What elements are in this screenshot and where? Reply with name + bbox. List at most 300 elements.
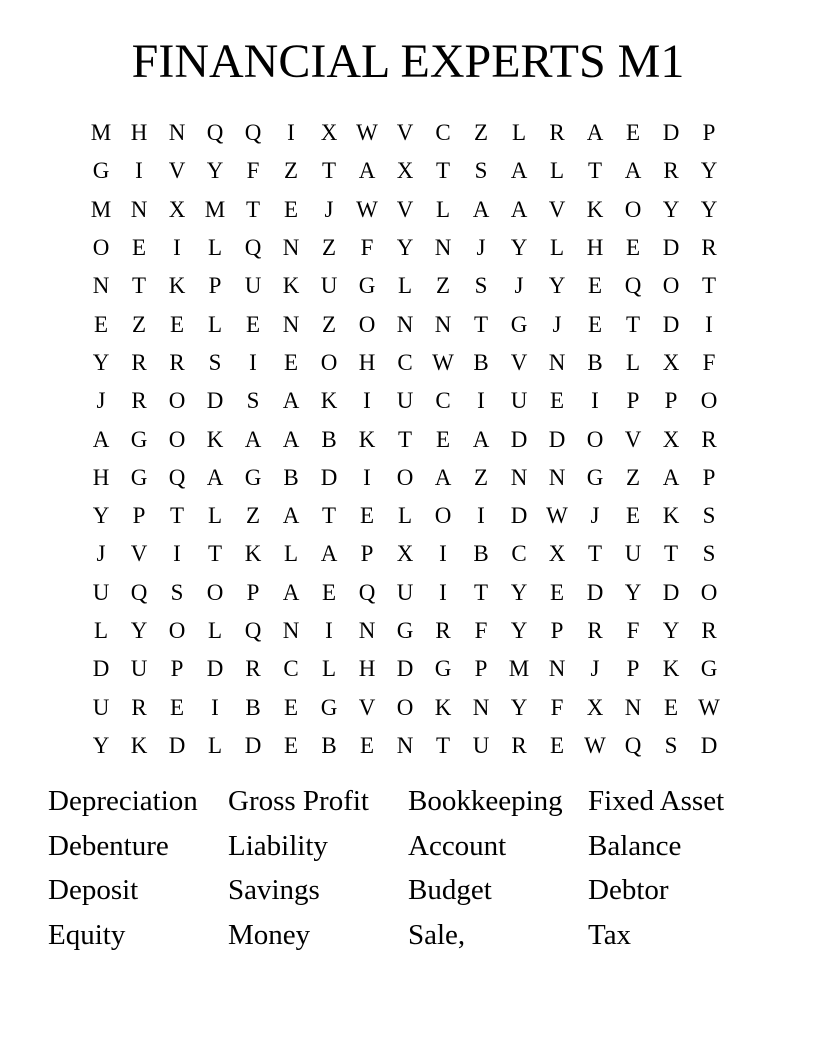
grid-letter[interactable]: I bbox=[135, 158, 143, 184]
grid-letter[interactable]: W bbox=[698, 694, 720, 720]
grid-letter[interactable]: A bbox=[434, 464, 452, 490]
grid-letter[interactable]: K bbox=[662, 656, 680, 682]
grid-letter[interactable]: A bbox=[472, 426, 490, 452]
grid-letter[interactable]: P bbox=[626, 388, 640, 414]
grid-letter[interactable]: T bbox=[245, 196, 261, 222]
grid-letter[interactable]: N bbox=[434, 235, 452, 261]
grid-letter[interactable]: C bbox=[283, 656, 299, 682]
grid-letter[interactable]: I bbox=[439, 541, 447, 567]
grid-letter[interactable]: L bbox=[207, 503, 223, 529]
grid-letter[interactable]: O bbox=[92, 235, 110, 261]
grid-letter[interactable]: G bbox=[586, 464, 604, 490]
grid-letter[interactable]: Q bbox=[244, 618, 262, 643]
grid-letter[interactable]: R bbox=[701, 618, 717, 643]
grid-letter[interactable]: R bbox=[169, 349, 185, 375]
grid-letter[interactable]: A bbox=[320, 541, 338, 567]
grid-letter[interactable]: E bbox=[93, 311, 109, 337]
grid-letter[interactable]: S bbox=[702, 541, 716, 567]
grid-letter[interactable]: Y bbox=[92, 349, 110, 375]
grid-letter[interactable]: Q bbox=[624, 273, 642, 299]
grid-letter[interactable]: D bbox=[662, 311, 680, 337]
grid-row bbox=[82, 727, 728, 765]
grid-letter[interactable]: N bbox=[434, 311, 452, 337]
word-list-item: Fixed Asset bbox=[588, 785, 725, 818]
grid-letter[interactable]: Y bbox=[510, 579, 528, 605]
grid-letter[interactable]: E bbox=[359, 732, 375, 758]
grid-letter[interactable]: X bbox=[662, 349, 680, 375]
grid-letter[interactable]: I bbox=[477, 388, 485, 414]
grid-letter[interactable]: Z bbox=[435, 273, 451, 299]
grid-letter[interactable]: O bbox=[396, 464, 414, 490]
grid-letter[interactable]: Z bbox=[131, 311, 147, 337]
grid-letter[interactable]: L bbox=[207, 618, 223, 643]
grid-letter[interactable]: L bbox=[283, 541, 299, 567]
grid-letter[interactable]: I bbox=[173, 235, 181, 261]
grid-letter[interactable]: N bbox=[624, 694, 642, 720]
grid-letter[interactable]: K bbox=[434, 694, 452, 720]
grid-letter[interactable]: G bbox=[434, 656, 452, 682]
grid-letter[interactable]: P bbox=[474, 656, 488, 682]
grid-letter[interactable]: F bbox=[626, 618, 640, 643]
grid-letter[interactable]: G bbox=[130, 464, 148, 490]
grid-letter[interactable]: A bbox=[282, 388, 300, 414]
grid-letter[interactable]: D bbox=[396, 656, 414, 682]
grid-row bbox=[82, 382, 728, 420]
grid-letter[interactable]: G bbox=[358, 273, 376, 299]
grid-letter[interactable]: V bbox=[396, 196, 414, 222]
grid-letter[interactable]: B bbox=[321, 732, 337, 758]
grid-letter[interactable]: I bbox=[287, 120, 295, 146]
grid-letter[interactable]: G bbox=[92, 158, 110, 184]
grid-letter[interactable]: E bbox=[625, 235, 641, 261]
grid-letter[interactable]: E bbox=[131, 235, 147, 261]
grid-letter[interactable]: H bbox=[92, 464, 110, 490]
grid-letter[interactable]: Q bbox=[358, 579, 376, 605]
grid-letter[interactable]: J bbox=[514, 273, 524, 299]
grid-letter[interactable]: A bbox=[206, 464, 224, 490]
grid-letter[interactable]: O bbox=[586, 426, 604, 452]
grid-letter[interactable]: D bbox=[320, 464, 338, 490]
grid-letter[interactable]: J bbox=[324, 196, 334, 222]
grid-letter[interactable]: K bbox=[130, 732, 148, 758]
grid-letter[interactable]: Y bbox=[92, 732, 110, 758]
grid-letter[interactable]: I bbox=[249, 349, 257, 375]
grid-letter[interactable]: V bbox=[168, 158, 186, 184]
grid-letter[interactable]: V bbox=[358, 694, 376, 720]
grid-row bbox=[82, 229, 728, 267]
grid-letter[interactable]: B bbox=[473, 541, 489, 567]
grid-letter[interactable]: M bbox=[90, 120, 112, 146]
grid-letter[interactable]: L bbox=[435, 196, 451, 222]
grid-letter[interactable]: O bbox=[624, 196, 642, 222]
grid-letter[interactable]: Z bbox=[321, 235, 337, 261]
grid-letter[interactable]: N bbox=[282, 235, 300, 261]
grid-letter[interactable]: W bbox=[584, 732, 606, 758]
grid-letter[interactable]: E bbox=[625, 503, 641, 529]
grid-letter[interactable]: J bbox=[476, 235, 486, 261]
grid-letter[interactable]: N bbox=[396, 311, 414, 337]
grid-letter[interactable]: D bbox=[206, 388, 224, 414]
grid-letter[interactable]: N bbox=[130, 196, 148, 222]
grid-letter[interactable]: S bbox=[170, 579, 184, 605]
grid-letter[interactable]: Y bbox=[662, 618, 680, 643]
grid-row bbox=[82, 497, 728, 535]
grid-letter[interactable]: P bbox=[702, 464, 716, 490]
grid-letter[interactable]: T bbox=[663, 541, 679, 567]
grid-letter[interactable]: I bbox=[363, 464, 371, 490]
grid-letter[interactable]: D bbox=[700, 732, 718, 758]
grid-letter[interactable]: O bbox=[700, 388, 718, 414]
grid-letter[interactable]: R bbox=[587, 618, 603, 643]
grid-letter[interactable]: L bbox=[625, 349, 641, 375]
grid-letter[interactable]: I bbox=[173, 541, 181, 567]
grid-letter[interactable]: Y bbox=[510, 235, 528, 261]
grid-letter[interactable]: T bbox=[625, 311, 641, 337]
grid-letter[interactable]: M bbox=[508, 656, 530, 682]
grid-letter[interactable]: K bbox=[320, 388, 338, 414]
grid-letter[interactable]: R bbox=[245, 656, 261, 682]
grid-letter[interactable]: I bbox=[477, 503, 485, 529]
grid-letter[interactable]: T bbox=[397, 426, 413, 452]
grid-letter[interactable]: F bbox=[474, 618, 488, 643]
grid-letter[interactable]: N bbox=[168, 120, 186, 146]
grid-letter[interactable]: V bbox=[510, 349, 528, 375]
grid-letter[interactable]: B bbox=[283, 464, 299, 490]
grid-letter[interactable]: A bbox=[282, 426, 300, 452]
grid-letter[interactable]: I bbox=[705, 311, 713, 337]
grid-letter[interactable]: H bbox=[358, 656, 376, 682]
grid-letter[interactable]: U bbox=[92, 579, 110, 605]
grid-letter[interactable]: W bbox=[356, 196, 378, 222]
grid-letter[interactable]: U bbox=[472, 732, 490, 758]
grid-letter[interactable]: R bbox=[131, 388, 147, 414]
grid-letter[interactable]: J bbox=[96, 541, 106, 567]
grid-letter[interactable]: L bbox=[549, 235, 565, 261]
grid-letter[interactable]: E bbox=[283, 349, 299, 375]
grid-letter[interactable]: Z bbox=[283, 158, 299, 184]
grid-letter[interactable]: D bbox=[168, 732, 186, 758]
grid-letter[interactable]: D bbox=[510, 503, 528, 529]
grid-letter[interactable]: N bbox=[548, 464, 566, 490]
grid-letter[interactable]: G bbox=[244, 464, 262, 490]
grid-letter[interactable]: I bbox=[325, 618, 333, 643]
grid-letter[interactable]: L bbox=[549, 158, 565, 184]
grid-letter[interactable]: M bbox=[204, 196, 226, 222]
grid-letter[interactable]: U bbox=[320, 273, 338, 299]
grid-letter[interactable]: J bbox=[590, 503, 600, 529]
grid-letter[interactable]: E bbox=[283, 732, 299, 758]
grid-letter[interactable]: I bbox=[439, 579, 447, 605]
grid-letter[interactable]: E bbox=[549, 732, 565, 758]
grid-letter[interactable]: E bbox=[625, 120, 641, 146]
grid-letter[interactable]: O bbox=[168, 388, 186, 414]
grid-letter[interactable]: B bbox=[245, 694, 261, 720]
grid-letter[interactable]: S bbox=[474, 158, 488, 184]
grid-letter[interactable]: O bbox=[434, 503, 452, 529]
grid-letter[interactable]: F bbox=[246, 158, 260, 184]
grid-letter[interactable]: A bbox=[586, 120, 604, 146]
grid-letter[interactable]: R bbox=[701, 235, 717, 261]
grid-letter[interactable]: K bbox=[168, 273, 186, 299]
grid-letter[interactable]: E bbox=[663, 694, 679, 720]
grid-letter[interactable]: L bbox=[207, 235, 223, 261]
grid-letter[interactable]: S bbox=[246, 388, 260, 414]
grid-letter[interactable]: T bbox=[435, 158, 451, 184]
grid-letter[interactable]: P bbox=[132, 503, 146, 529]
grid-letter[interactable]: Z bbox=[245, 503, 261, 529]
grid-letter[interactable]: Q bbox=[244, 235, 262, 261]
grid-letter[interactable]: C bbox=[511, 541, 527, 567]
grid-letter[interactable]: F bbox=[702, 349, 716, 375]
grid-letter[interactable]: U bbox=[510, 388, 528, 414]
grid-letter[interactable]: I bbox=[591, 388, 599, 414]
grid-letter[interactable]: D bbox=[662, 120, 680, 146]
grid-letter[interactable]: A bbox=[662, 464, 680, 490]
grid-letter[interactable]: R bbox=[131, 349, 147, 375]
grid-letter[interactable]: Y bbox=[206, 158, 224, 184]
grid-letter[interactable]: T bbox=[321, 158, 337, 184]
grid-letter[interactable]: P bbox=[170, 656, 184, 682]
grid-letter[interactable]: F bbox=[550, 694, 564, 720]
grid-letter[interactable]: P bbox=[626, 656, 640, 682]
grid-letter[interactable]: L bbox=[397, 503, 413, 529]
grid-letter[interactable]: Q bbox=[130, 579, 148, 605]
grid-letter[interactable]: A bbox=[244, 426, 262, 452]
grid-letter[interactable]: N bbox=[282, 618, 300, 643]
grid-letter[interactable]: Q bbox=[168, 464, 186, 490]
grid-letter[interactable]: X bbox=[396, 541, 414, 567]
grid-letter[interactable]: G bbox=[320, 694, 338, 720]
grid-letter[interactable]: A bbox=[282, 503, 300, 529]
grid-letter[interactable]: X bbox=[320, 120, 338, 146]
grid-letter[interactable]: K bbox=[282, 273, 300, 299]
word-list-item: Balance bbox=[588, 829, 682, 862]
grid-letter[interactable]: O bbox=[358, 311, 376, 337]
grid-letter[interactable]: D bbox=[548, 426, 566, 452]
grid-letter[interactable]: I bbox=[363, 388, 371, 414]
grid-letter[interactable]: O bbox=[206, 579, 224, 605]
grid-letter[interactable]: L bbox=[511, 120, 527, 146]
grid-letter[interactable]: T bbox=[473, 579, 489, 605]
grid-letter[interactable]: A bbox=[624, 158, 642, 184]
grid-letter[interactable]: C bbox=[435, 388, 451, 414]
grid-letter[interactable]: T bbox=[587, 541, 603, 567]
grid-letter[interactable]: Z bbox=[473, 120, 489, 146]
grid-letter[interactable]: T bbox=[701, 273, 717, 299]
grid-letter[interactable]: T bbox=[207, 541, 223, 567]
grid-letter[interactable]: T bbox=[587, 158, 603, 184]
grid-letter[interactable]: B bbox=[587, 349, 603, 375]
grid-letter[interactable]: R bbox=[435, 618, 451, 643]
grid-letter[interactable]: B bbox=[473, 349, 489, 375]
grid-letter[interactable]: U bbox=[130, 656, 148, 682]
grid-letter[interactable]: K bbox=[586, 196, 604, 222]
grid-letter[interactable]: O bbox=[320, 349, 338, 375]
grid-letter[interactable]: R bbox=[701, 426, 717, 452]
grid-letter[interactable]: A bbox=[92, 426, 110, 452]
grid-letter[interactable]: H bbox=[586, 235, 604, 261]
grid-letter[interactable]: Q bbox=[624, 732, 642, 758]
grid-letter[interactable]: D bbox=[586, 579, 604, 605]
grid-letter[interactable]: Q bbox=[244, 120, 262, 146]
grid-letter[interactable]: E bbox=[549, 579, 565, 605]
grid-letter[interactable]: E bbox=[169, 694, 185, 720]
grid-letter[interactable]: O bbox=[396, 694, 414, 720]
grid-letter[interactable]: G bbox=[396, 618, 414, 643]
grid-letter[interactable]: N bbox=[548, 349, 566, 375]
grid-letter[interactable]: O bbox=[168, 426, 186, 452]
grid-letter[interactable]: P bbox=[208, 273, 222, 299]
word-list-item: Sale, bbox=[408, 918, 466, 951]
grid-letter[interactable]: R bbox=[511, 732, 527, 758]
grid-letter[interactable]: L bbox=[397, 273, 413, 299]
grid-letter[interactable]: T bbox=[169, 503, 185, 529]
grid-letter[interactable]: E bbox=[169, 311, 185, 337]
grid-letter[interactable]: D bbox=[206, 656, 224, 682]
grid-letter[interactable]: E bbox=[549, 388, 565, 414]
word-row bbox=[48, 779, 788, 824]
grid-letter[interactable]: A bbox=[510, 196, 528, 222]
grid-letter[interactable]: P bbox=[702, 120, 716, 146]
grid-letter[interactable]: O bbox=[168, 618, 186, 643]
grid-letter[interactable]: L bbox=[93, 618, 109, 643]
grid-letter[interactable]: P bbox=[246, 579, 260, 605]
grid-letter[interactable]: X bbox=[662, 426, 680, 452]
grid-letter[interactable]: E bbox=[283, 694, 299, 720]
grid-letter[interactable]: J bbox=[590, 656, 600, 682]
grid-letter[interactable]: X bbox=[548, 541, 566, 567]
grid-letter[interactable]: N bbox=[510, 464, 528, 490]
letter-grid[interactable] bbox=[82, 114, 728, 765]
grid-letter[interactable]: U bbox=[92, 694, 110, 720]
grid-letter[interactable]: Y bbox=[624, 579, 642, 605]
grid-letter[interactable]: O bbox=[700, 579, 718, 605]
grid-letter[interactable]: S bbox=[474, 273, 488, 299]
grid-letter[interactable]: V bbox=[396, 120, 414, 146]
grid-letter[interactable]: N bbox=[396, 732, 414, 758]
grid-letter[interactable]: S bbox=[664, 732, 678, 758]
grid-letter[interactable]: B bbox=[321, 426, 337, 452]
grid-letter[interactable]: D bbox=[662, 235, 680, 261]
grid-letter[interactable]: D bbox=[510, 426, 528, 452]
grid-letter[interactable]: R bbox=[663, 158, 679, 184]
grid-letter[interactable]: N bbox=[472, 694, 490, 720]
grid-letter[interactable]: I bbox=[211, 694, 219, 720]
grid-letter[interactable]: Y bbox=[510, 618, 528, 643]
grid-letter[interactable]: K bbox=[662, 503, 680, 529]
grid-letter[interactable]: T bbox=[435, 732, 451, 758]
grid-letter[interactable]: K bbox=[358, 426, 376, 452]
grid-letter[interactable]: Y bbox=[396, 235, 414, 261]
grid-letter[interactable]: V bbox=[548, 196, 566, 222]
grid-letter[interactable]: Y bbox=[130, 618, 148, 643]
grid-letter[interactable]: A bbox=[472, 196, 490, 222]
grid-letter[interactable]: L bbox=[207, 732, 223, 758]
grid-letter[interactable]: L bbox=[207, 311, 223, 337]
grid-letter[interactable]: Y bbox=[662, 196, 680, 222]
grid-letter[interactable]: N bbox=[548, 656, 566, 682]
grid-letter[interactable]: D bbox=[92, 656, 110, 682]
grid-letter[interactable]: W bbox=[356, 120, 378, 146]
grid-letter[interactable]: A bbox=[510, 158, 528, 184]
grid-letter[interactable]: E bbox=[435, 426, 451, 452]
grid-letter[interactable]: E bbox=[359, 503, 375, 529]
grid-letter[interactable]: K bbox=[244, 541, 262, 567]
grid-letter[interactable]: Y bbox=[510, 694, 528, 720]
grid-letter[interactable]: C bbox=[397, 349, 413, 375]
grid-letter[interactable]: E bbox=[321, 579, 337, 605]
grid-letter[interactable]: S bbox=[208, 349, 222, 375]
grid-letter[interactable]: M bbox=[90, 196, 112, 222]
grid-letter[interactable]: E bbox=[245, 311, 261, 337]
grid-letter[interactable]: U bbox=[244, 273, 262, 299]
grid-letter[interactable]: T bbox=[131, 273, 147, 299]
grid-letter[interactable]: Q bbox=[206, 120, 224, 146]
grid-letter[interactable]: P bbox=[550, 618, 564, 643]
word-list-item: Equity bbox=[48, 918, 126, 951]
grid-letter[interactable]: E bbox=[283, 196, 299, 222]
grid-letter[interactable]: T bbox=[321, 503, 337, 529]
grid-letter[interactable]: R bbox=[131, 694, 147, 720]
grid-letter[interactable]: N bbox=[282, 311, 300, 337]
grid-letter[interactable]: R bbox=[549, 120, 565, 146]
grid-letter[interactable]: X bbox=[168, 196, 186, 222]
grid-letter[interactable]: E bbox=[587, 311, 603, 337]
grid-letter[interactable]: P bbox=[360, 541, 374, 567]
grid-letter[interactable]: H bbox=[130, 120, 148, 146]
grid-letter[interactable]: L bbox=[321, 656, 337, 682]
grid-row bbox=[82, 535, 728, 573]
grid-letter[interactable]: K bbox=[206, 426, 224, 452]
grid-letter[interactable]: O bbox=[662, 273, 680, 299]
grid-letter[interactable]: G bbox=[510, 311, 528, 337]
grid-letter[interactable]: F bbox=[360, 235, 374, 261]
grid-letter[interactable]: X bbox=[586, 694, 604, 720]
grid-letter[interactable]: D bbox=[244, 732, 262, 758]
grid-letter[interactable]: Y bbox=[700, 158, 718, 184]
grid-letter[interactable]: Z bbox=[321, 311, 337, 337]
grid-letter[interactable]: N bbox=[358, 618, 376, 643]
grid-letter[interactable]: V bbox=[130, 541, 148, 567]
grid-letter[interactable]: G bbox=[700, 656, 718, 682]
grid-letter[interactable]: T bbox=[473, 311, 489, 337]
grid-letter[interactable]: U bbox=[396, 579, 414, 605]
grid-letter[interactable]: D bbox=[662, 579, 680, 605]
grid-letter[interactable]: S bbox=[702, 503, 716, 529]
grid-letter[interactable]: Y bbox=[92, 503, 110, 529]
grid-letter[interactable]: Y bbox=[700, 196, 718, 222]
grid-letter[interactable]: A bbox=[358, 158, 376, 184]
grid-letter[interactable]: Z bbox=[473, 464, 489, 490]
grid-letter[interactable]: G bbox=[130, 426, 148, 452]
grid-letter[interactable]: N bbox=[92, 273, 110, 299]
grid-letter[interactable]: P bbox=[664, 388, 678, 414]
grid-letter[interactable]: C bbox=[435, 120, 451, 146]
grid-letter[interactable]: U bbox=[396, 388, 414, 414]
grid-letter[interactable]: U bbox=[624, 541, 642, 567]
grid-letter[interactable]: Z bbox=[625, 464, 641, 490]
grid-letter[interactable]: A bbox=[282, 579, 300, 605]
grid-letter[interactable]: W bbox=[546, 503, 568, 529]
grid-letter[interactable]: X bbox=[396, 158, 414, 184]
grid-letter[interactable]: H bbox=[358, 349, 376, 375]
grid-letter[interactable]: Y bbox=[548, 273, 566, 299]
grid-letter[interactable]: V bbox=[624, 426, 642, 452]
grid-letter[interactable]: J bbox=[96, 388, 106, 414]
grid-letter[interactable]: J bbox=[552, 311, 562, 337]
grid-letter[interactable]: W bbox=[432, 349, 454, 375]
grid-letter[interactable]: E bbox=[587, 273, 603, 299]
